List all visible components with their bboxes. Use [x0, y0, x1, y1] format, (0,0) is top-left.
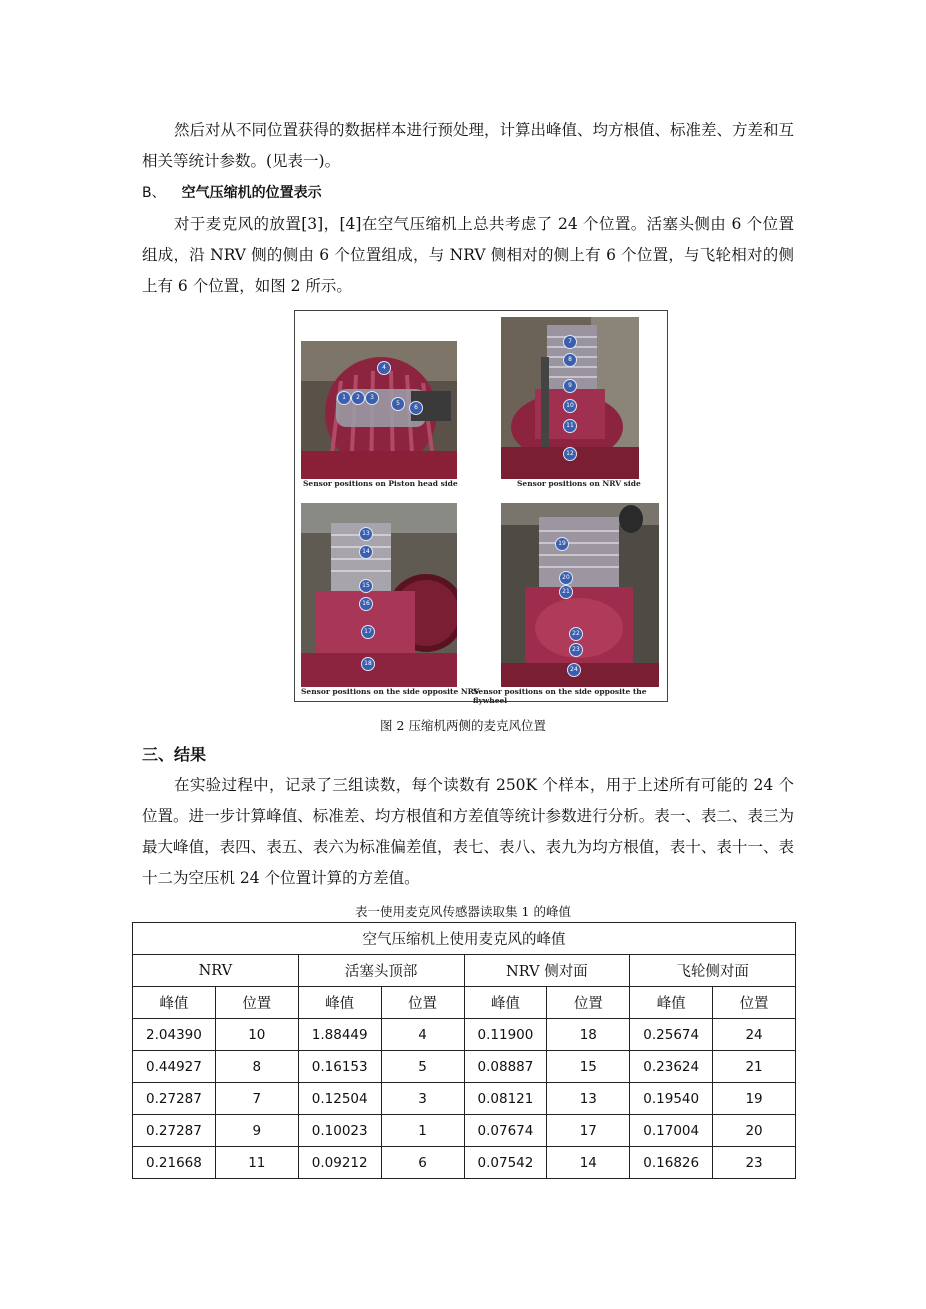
cell-peak-value: 0.09212 — [298, 1147, 381, 1179]
figure-compressor-photos — [294, 310, 668, 705]
table-row — [133, 1147, 796, 1179]
group-header-opposite-flywheel: 飞轮侧对面 — [630, 955, 796, 987]
cell-position: 14 — [547, 1147, 630, 1179]
sensor-marker: 1 — [337, 391, 351, 405]
group-header-opposite-nrv: NRV 侧对面 — [464, 955, 630, 987]
sensor-marker: 20 — [559, 571, 573, 585]
subheader-peak: 峰值 — [630, 987, 713, 1019]
cell-position: 7 — [215, 1083, 298, 1115]
sensor-marker: 23 — [569, 643, 583, 657]
caption-opposite-nrv: Sensor positions on the side opposite NRV — [301, 687, 480, 696]
sensor-marker: 17 — [361, 625, 375, 639]
cell-position: 1 — [381, 1115, 464, 1147]
caption-nrv-side: Sensor positions on NRV side — [517, 479, 641, 488]
photo-opposite-nrv — [301, 503, 457, 687]
cell-peak-value: 0.25674 — [630, 1019, 713, 1051]
sensor-marker: 9 — [563, 379, 577, 393]
cell-peak-value: 0.10023 — [298, 1115, 381, 1147]
cell-peak-value: 0.11900 — [464, 1019, 547, 1051]
subheader-position: 位置 — [547, 987, 630, 1019]
paragraph-positions: 对于麦克风的放置[3]，[4]在空气压缩机上总共考虑了 24 个位置。活塞头侧由 6 个位置组成，沿 NRV 侧的侧由 6 个位置组成，与 NRV 侧相对的侧上有 6 个位置，与飞轮相对的侧上有 6 个位置，如图 2 所示。 — [142, 215, 794, 295]
cell-position: 20 — [713, 1115, 796, 1147]
table-row — [133, 1083, 796, 1115]
group-header-nrv: NRV — [133, 955, 299, 987]
sensor-marker: 11 — [563, 419, 577, 433]
cell-position: 24 — [713, 1019, 796, 1051]
cell-position: 15 — [547, 1051, 630, 1083]
cell-peak-value: 2.04390 — [133, 1019, 216, 1051]
paragraph-preprocessing: 然后对从不同位置获得的数据样本进行预处理，计算出峰值、均方根值、标准差、方差和互相关等统计参数。(见表一)。 — [142, 121, 795, 170]
sensor-marker: 10 — [563, 399, 577, 413]
table-caption: 表一使用麦克风传感器读取集 1 的峰值 — [355, 904, 571, 919]
sensor-marker: 6 — [409, 401, 423, 415]
peak-values-table — [132, 922, 796, 1179]
group-header-piston: 活塞头顶部 — [298, 955, 464, 987]
cell-peak-value: 0.23624 — [630, 1051, 713, 1083]
subheader-peak: 峰值 — [133, 987, 216, 1019]
subheader-position: 位置 — [381, 987, 464, 1019]
cell-peak-value: 1.88449 — [298, 1019, 381, 1051]
cell-peak-value: 0.21668 — [133, 1147, 216, 1179]
subheader-peak: 峰值 — [464, 987, 547, 1019]
cell-peak-value: 0.08121 — [464, 1083, 547, 1115]
sensor-marker: 13 — [359, 527, 373, 541]
cell-peak-value: 0.44927 — [133, 1051, 216, 1083]
cell-position: 11 — [215, 1147, 298, 1179]
cell-position: 17 — [547, 1115, 630, 1147]
cell-peak-value: 0.12504 — [298, 1083, 381, 1115]
cell-position: 9 — [215, 1115, 298, 1147]
sensor-marker: 12 — [563, 447, 577, 461]
sensor-marker: 19 — [555, 537, 569, 551]
cell-position: 18 — [547, 1019, 630, 1051]
subheader-position: 位置 — [215, 987, 298, 1019]
caption-opposite-flywheel: Sensor positions on the side opposite the flywheel — [473, 687, 647, 705]
cell-peak-value: 0.08887 — [464, 1051, 547, 1083]
table-title: 空气压缩机上使用麦克风的峰值 — [133, 923, 796, 955]
cell-peak-value: 0.27287 — [133, 1115, 216, 1147]
sensor-marker: 3 — [365, 391, 379, 405]
section-3-title: 三、结果 — [142, 745, 207, 764]
cell-peak-value: 0.17004 — [630, 1115, 713, 1147]
sensor-marker: 21 — [559, 585, 573, 599]
table-row — [133, 1115, 796, 1147]
cell-peak-value: 0.07674 — [464, 1115, 547, 1147]
section-b-heading — [142, 182, 322, 202]
cell-position: 8 — [215, 1051, 298, 1083]
cell-peak-value: 0.19540 — [630, 1083, 713, 1115]
cell-position: 21 — [713, 1051, 796, 1083]
table-row — [133, 1019, 796, 1051]
section-b-label: B、 — [142, 185, 166, 201]
cell-position: 10 — [215, 1019, 298, 1051]
sensor-marker: 14 — [359, 545, 373, 559]
sensor-marker: 7 — [563, 335, 577, 349]
subheader-position: 位置 — [713, 987, 796, 1019]
photo-opposite-flywheel — [501, 503, 659, 687]
sensor-marker: 8 — [563, 353, 577, 367]
cell-peak-value: 0.16153 — [298, 1051, 381, 1083]
cell-position: 5 — [381, 1051, 464, 1083]
cell-position: 6 — [381, 1147, 464, 1179]
cell-peak-value: 0.07542 — [464, 1147, 547, 1179]
sensor-marker: 18 — [361, 657, 375, 671]
cell-peak-value: 0.27287 — [133, 1083, 216, 1115]
sensor-marker: 4 — [377, 361, 391, 375]
cell-position: 13 — [547, 1083, 630, 1115]
sensor-marker: 2 — [351, 391, 365, 405]
subheader-peak: 峰值 — [298, 987, 381, 1019]
cell-position: 3 — [381, 1083, 464, 1115]
cell-peak-value: 0.16826 — [630, 1147, 713, 1179]
cell-position: 4 — [381, 1019, 464, 1051]
sensor-marker: 22 — [569, 627, 583, 641]
figure-caption: 图 2 压缩机两侧的麦克风位置 — [380, 718, 546, 733]
caption-piston-side: Sensor positions on Piston head side — [303, 479, 458, 488]
sensor-marker: 24 — [567, 663, 581, 677]
table-row — [133, 1051, 796, 1083]
section-b-title: 空气压缩机的位置表示 — [181, 185, 322, 201]
sensor-marker: 15 — [359, 579, 373, 593]
paragraph-results: 在实验过程中，记录了三组读数，每个读数有 250K 个样本，用于上述所有可能的 24 个位置。进一步计算峰值、标准差、均方根值和方差值等统计参数进行分析。表一、表二、表三为最大峰值，表四、表五、表六为标准偏差值，表七、表八、表九为均方根值，表十、表十一、表十二为空压机 24 个位置计算的方差值。 — [142, 776, 794, 887]
cell-position: 19 — [713, 1083, 796, 1115]
sensor-marker: 16 — [359, 597, 373, 611]
sensor-marker: 5 — [391, 397, 405, 411]
cell-position: 23 — [713, 1147, 796, 1179]
